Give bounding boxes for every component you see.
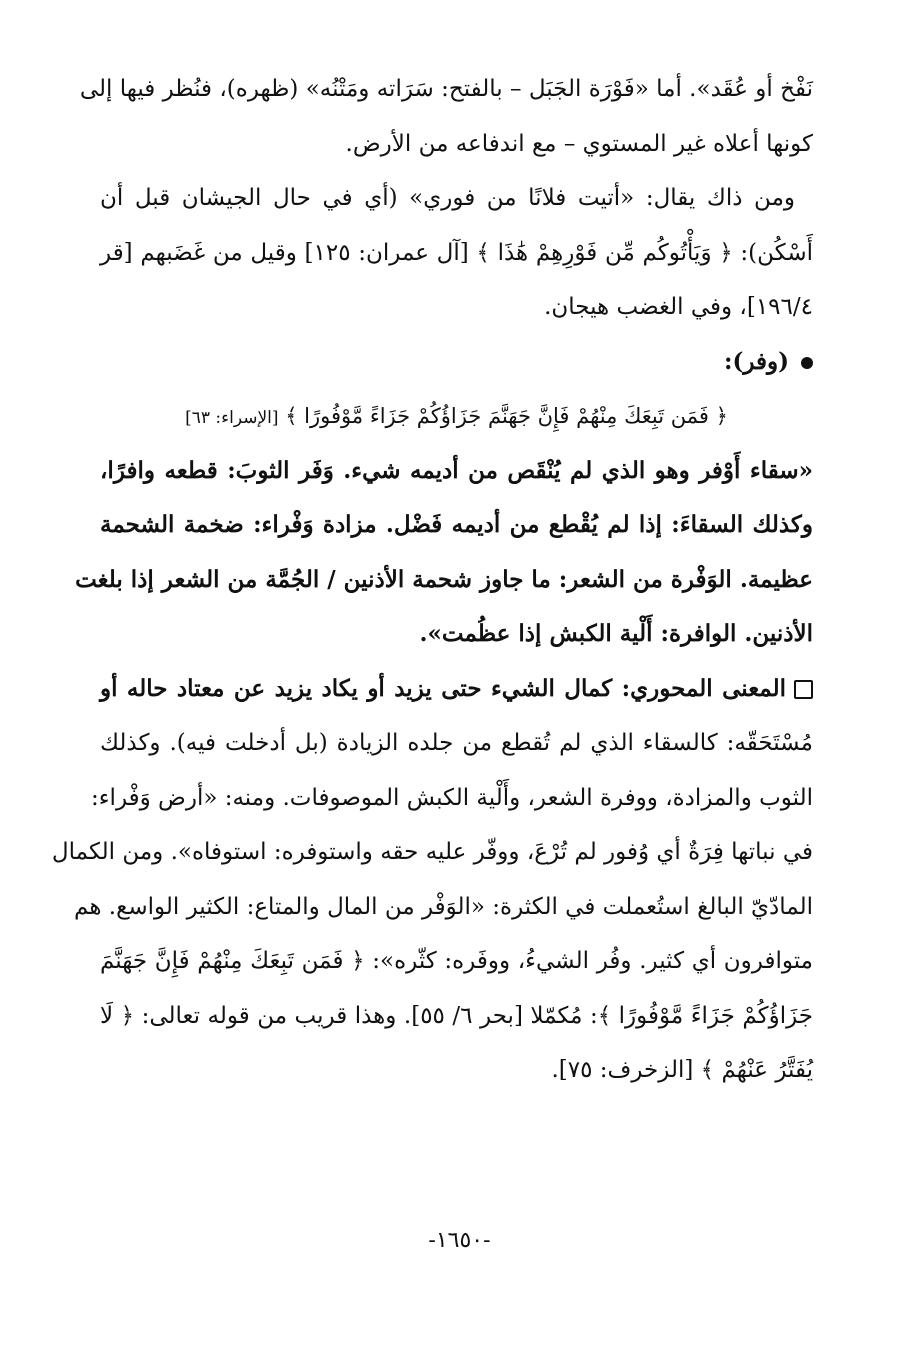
bullet-icon — [801, 357, 813, 369]
text-line: الأذنين. الوافرة: أَلْية الكبش إذا عظُمت». — [419, 620, 813, 647]
verse-reference: [الإسراء: ٦٣] — [185, 408, 279, 428]
quran-verse — [100, 389, 813, 444]
text-line: «سقاء أَوْفر وهو الذي لم يُنْقَص من أديمه شيء. وَفَر الثوبَ: قطعه وافرًا، — [100, 456, 813, 484]
verse-text: ﴿ فَمَن تَبِعَكَ مِنْهُمْ فَإِنَّ جَهَنَّمَ جَزَاؤُكُمْ جَزَاءً مَّوْفُورًا ﴾ — [285, 404, 728, 428]
text-line: متوافرون أي كثير. وفُر الشيءُ، ووفَره: كثّره»: ﴿ فَمَن تَبِعَكَ مِنْهُمْ فَإِنَّ جَهَنَّمَ — [100, 948, 813, 974]
text-line: أَسْكُن): ﴿ وَيَأْتُوكُم مِّن فَوْرِهِمْ هَٰذَا ﴾ [آل عمران: ١٢٥] وقيل من غَضَبهم [قر — [100, 239, 813, 266]
text-line: كونها أعلاه غير المستوي – مع اندفاعه من الأرض. — [345, 130, 813, 157]
page-number: -١٦٥٠- — [428, 1228, 491, 1253]
square-icon — [794, 680, 813, 699]
section-heading — [100, 335, 813, 390]
text-line: المادّيّ البالغ استُعملت في الكثرة: «الوَفْر من المال والمتاع: الكثير الواسع. هم — [74, 893, 813, 920]
text-line: الثوب والمزادة، ووفرة الشعر، وأَلْية الكبش الموصوفات. ومنه: «أرض وَفْراء: — [90, 784, 813, 811]
text-line: مُسْتَحَقّه: كالسقاء الذي لم تُقطع من جلده الزيادة (بل أدخلت فيه). وكذلك — [100, 730, 813, 756]
text-line: ومن ذاك يقال: «أتيت فلانًا من فوري» (أي في حال الجيشان قبل أن — [100, 185, 795, 211]
text-line: ١٩٦/٤]، وفي الغضب هيجان. — [544, 294, 813, 320]
core-meaning-line — [100, 662, 813, 717]
text-line: جَزَاؤُكُمْ جَزَاءً مَّوْفُورًا ﴾: مُكمّلا [بحر ٦/ ٥٥]. وهذا قريب من قوله تعالى: ﴿ لَا — [100, 1002, 814, 1029]
text-line: عظيمة. الوَفْرة من الشعر: ما جاوز شحمة الأذنين / الجُمَّة من الشعر إذا بلغت — [75, 565, 813, 593]
page-body — [51, 62, 814, 1098]
text-line: وكذلك السقاءَ: إذا لم يُقْطع من أديمه فَضْل. مزادة وَفْراء: ضخمة الشحمة — [100, 511, 813, 538]
section-heading-label: (وفر): — [723, 347, 789, 375]
text-line: في نباتها فِرَةٌ أي وُفور لم تُرْعَ، ووفّر عليه حقه واستوفره: استوفاه». ومن الكمال — [51, 839, 813, 865]
text-line: يُفَتَّرُ عَنْهُمْ ﴾ [الزخرف: ٧٥]. — [551, 1057, 813, 1083]
core-meaning-text: المعنى المحوري: كمال الشيء حتى يزيد أو يكاد يزيد عن معتاد حاله أو — [100, 674, 786, 702]
text-line: نَفْخ أو عُقَد». أما «فَوْرَة الجَبَل – بالفتح: سَرَاته ومَتْنُه» (ظهره)، فنُظر فيها إلى — [79, 76, 813, 102]
